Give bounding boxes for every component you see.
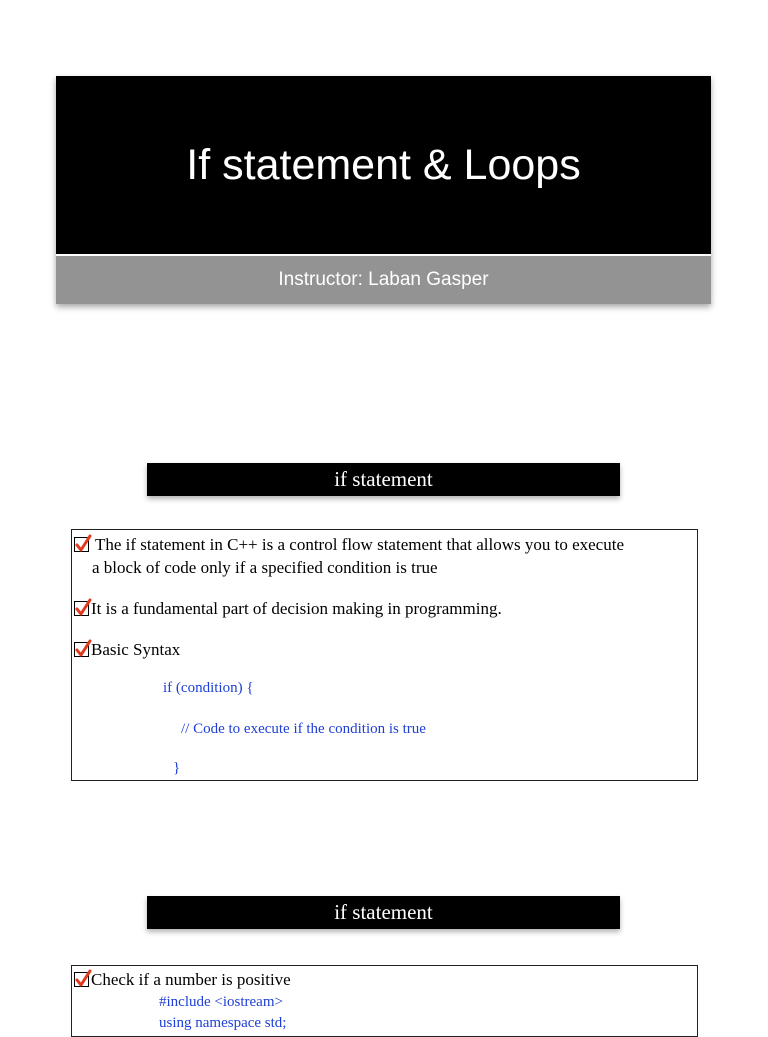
bullet-text: a block of code only if a specified condition is true	[92, 558, 438, 577]
title-band	[56, 76, 711, 254]
section-header	[147, 463, 620, 496]
checkbox-check-icon	[74, 972, 89, 987]
subtitle-band	[56, 256, 711, 304]
checkbox-check-icon	[74, 537, 89, 552]
checkbox-check-icon	[74, 642, 89, 657]
bullet-item	[74, 597, 502, 620]
bullet-item	[74, 968, 291, 991]
code-line: using namespace std;	[159, 1015, 287, 1031]
bullet-text: Check if a number is positive	[91, 970, 291, 989]
title-slide	[56, 76, 711, 304]
bullet-continuation	[92, 556, 438, 579]
bullet-text: It is a fundamental part of decision making in programming.	[91, 599, 502, 618]
content-box	[71, 529, 698, 781]
bullet-text: The if statement in C++ is a control flow statement that allows you to execute	[91, 535, 624, 554]
code-line: if (condition) {	[163, 680, 254, 696]
code-line: }	[173, 760, 181, 776]
code-line: #include <iostream>	[159, 994, 283, 1010]
bullet-item	[74, 638, 180, 661]
section-header-text: if statement	[334, 900, 433, 924]
section-header	[147, 896, 620, 929]
code-line: // Code to execute if the condition is true	[181, 721, 426, 737]
checkbox-check-icon	[74, 601, 89, 616]
section-header-text: if statement	[334, 467, 433, 491]
bullet-item	[74, 533, 624, 556]
content-box	[71, 965, 698, 1037]
bullet-text: Basic Syntax	[91, 640, 181, 659]
slide-title: If statement & Loops	[186, 140, 581, 189]
slide-subtitle: Instructor: Laban Gasper	[278, 269, 489, 290]
